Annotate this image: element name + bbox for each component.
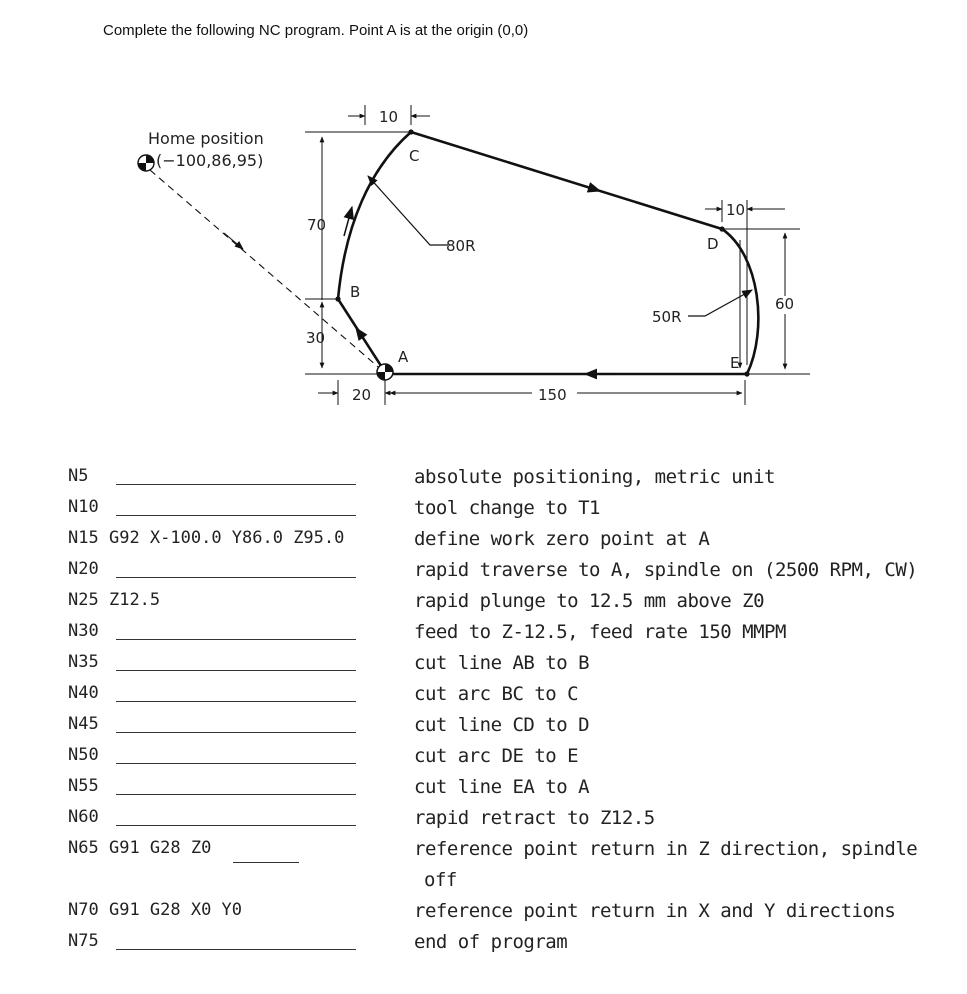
answer-blank[interactable]	[116, 763, 356, 764]
program-line	[68, 776, 99, 802]
answer-blank[interactable]	[116, 484, 356, 485]
block-description: cut line CD to D	[414, 714, 590, 736]
dim-70: 70	[307, 216, 327, 234]
block-number: N20	[68, 559, 99, 579]
block-number: N50	[68, 745, 99, 765]
direction-arrows	[344, 183, 610, 374]
block-description: feed to Z-12.5, feed rate 150 MMPM	[414, 621, 786, 643]
radius-leaders	[368, 176, 752, 316]
dim-10-right: 10	[726, 201, 746, 219]
block-description: rapid plunge to 12.5 mm above Z0	[414, 590, 765, 612]
block-number: N40	[68, 683, 99, 703]
block-number: N35	[68, 652, 99, 672]
program-line	[68, 652, 99, 678]
program-line	[68, 559, 99, 585]
toolpath-diagram	[0, 0, 967, 460]
answer-blank[interactable]	[116, 577, 356, 578]
block-number: N70	[68, 900, 99, 920]
program-line	[68, 900, 242, 926]
block-number: N10	[68, 497, 99, 517]
rapid-approach-arrow	[224, 233, 243, 249]
block-description: absolute positioning, metric unit	[414, 466, 775, 488]
block-description: cut arc BC to C	[414, 683, 579, 705]
dim-60: 60	[775, 295, 795, 313]
answer-blank[interactable]	[116, 825, 356, 826]
program-line	[68, 714, 99, 740]
block-number: N75	[68, 931, 99, 951]
block-description: cut line EA to A	[414, 776, 590, 798]
block-number: N60	[68, 807, 99, 827]
rapid-approach-line	[150, 170, 384, 372]
answer-blank[interactable]	[233, 862, 299, 863]
program-line	[68, 590, 160, 616]
block-code: G91 G28 Z0	[108, 838, 212, 858]
home-position-label: Home position	[148, 129, 264, 148]
block-code: G91 G28 X0 Y0	[108, 900, 243, 920]
program-line	[68, 745, 99, 771]
program-line	[68, 466, 88, 492]
program-line	[68, 683, 99, 709]
block-description: reference point return in X and Y directions	[414, 900, 896, 922]
program-line	[68, 621, 99, 647]
point-b-label: B	[350, 283, 361, 301]
block-number: N30	[68, 621, 99, 641]
program-line	[68, 838, 211, 864]
block-number: N55	[68, 776, 99, 796]
block-number: N5	[68, 466, 89, 486]
radius-80r: 80R	[446, 237, 476, 255]
origin-symbol	[377, 364, 393, 380]
home-position-icon	[138, 155, 154, 171]
answer-blank[interactable]	[116, 515, 356, 516]
answer-blank[interactable]	[116, 794, 356, 795]
program-line	[68, 528, 344, 554]
point-d-label: D	[707, 235, 719, 253]
answer-blank[interactable]	[116, 670, 356, 671]
home-position-coords: (−100,86,95)	[156, 151, 264, 170]
program-line	[68, 497, 99, 523]
block-description: define work zero point at A	[414, 528, 710, 550]
toolpath-profile	[338, 132, 758, 374]
program-line	[68, 931, 99, 957]
block-description: rapid retract to Z12.5	[414, 807, 655, 829]
block-number: N45	[68, 714, 99, 734]
block-description: end of program	[414, 931, 568, 953]
dim-10-top: 10	[379, 108, 399, 126]
block-number: N15	[68, 528, 99, 548]
block-number: N25	[68, 590, 99, 610]
dim-150: 150	[538, 386, 567, 404]
block-description: reference point return in Z direction, spindle	[414, 838, 918, 860]
block-code: G92 X-100.0 Y86.0 Z95.0	[108, 528, 345, 548]
block-description-continued: off	[424, 869, 457, 891]
question-title: Complete the following NC program. Point A is at the origin (0,0)	[103, 22, 529, 39]
point-a-label: A	[398, 348, 409, 366]
block-description: cut arc DE to E	[414, 745, 579, 767]
point-c-label: C	[409, 147, 420, 165]
block-number: N65	[68, 838, 99, 858]
block-description: rapid traverse to A, spindle on (2500 RPM, CW)	[414, 559, 918, 581]
block-description: cut line AB to B	[414, 652, 590, 674]
answer-blank[interactable]	[116, 639, 356, 640]
point-markers	[335, 129, 749, 376]
block-code: Z12.5	[108, 590, 161, 610]
answer-blank[interactable]	[116, 732, 356, 733]
dim-20: 20	[352, 386, 372, 404]
answer-blank[interactable]	[116, 701, 356, 702]
block-description: tool change to T1	[414, 497, 600, 519]
program-line	[68, 807, 99, 833]
dim-30: 30	[306, 329, 326, 347]
radius-50r: 50R	[652, 308, 682, 326]
point-e-label: E	[730, 354, 740, 372]
answer-blank[interactable]	[116, 949, 356, 950]
